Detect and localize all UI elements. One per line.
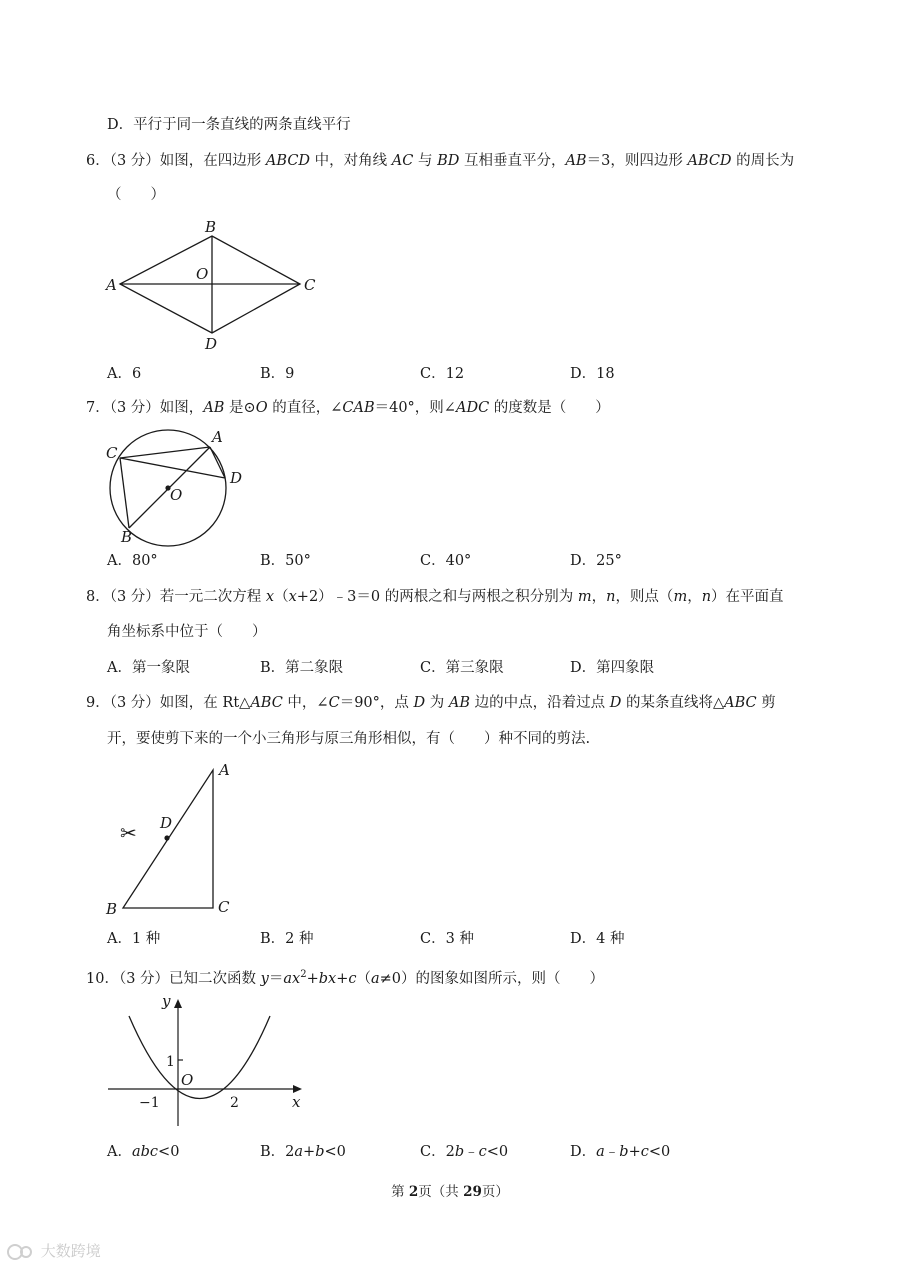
q7-var: ADC — [455, 400, 490, 416]
q9-var: C — [328, 695, 340, 711]
q6-label-c: C — [304, 276, 316, 294]
q9-label-b: B — [106, 900, 118, 918]
q6-var: ABCD — [687, 153, 732, 169]
q10-opt-var: abc — [131, 1144, 159, 1160]
q7-var: O — [255, 400, 268, 416]
watermark-text: 大数跨境 — [40, 1242, 101, 1260]
q6-var: AC — [391, 153, 414, 169]
q8-var: x — [265, 589, 275, 605]
q9-var: ABC — [724, 695, 757, 711]
q10-opt-text: A． — [107, 1144, 132, 1160]
q8-option-c[interactable]: C．第三象限 — [420, 660, 504, 676]
q6-option-b[interactable]: B．9 — [260, 366, 295, 382]
q9-text: 边的中点，沿着过点 — [470, 695, 610, 711]
q6-label-a: A — [106, 276, 117, 294]
q9-text: 的某条直线将△ — [621, 695, 725, 711]
q6-text: ＝3，则四边形 — [586, 153, 688, 169]
q10-opt-text: D． — [570, 1144, 597, 1160]
scissors-icon: ✂ — [120, 821, 137, 845]
q10-opt-var: c — [640, 1144, 649, 1160]
q10-text: ＝ — [268, 970, 284, 987]
q10-option-c[interactable] — [420, 1142, 508, 1162]
q10-var: y — [260, 970, 269, 987]
footer-total-pages: 29 — [463, 1184, 482, 1200]
q10-var: c — [348, 970, 357, 987]
q10-opt-text: + — [628, 1144, 641, 1160]
q6-option-d[interactable]: D．18 — [570, 366, 615, 382]
q9-text: 为 — [425, 695, 449, 711]
q7-label-d: D — [230, 469, 243, 487]
q10-option-d[interactable] — [570, 1142, 670, 1162]
q5-option-d: D．平行于同一条直线的两条直线平行 — [107, 117, 351, 133]
q10-label-x: x — [292, 1093, 301, 1111]
q6-var: AB — [565, 153, 587, 169]
q9-text: 剪 — [756, 695, 776, 711]
q8-option-a[interactable]: A．第一象限 — [107, 660, 190, 676]
q10-text: 10．（3 分）已知二次函数 — [86, 970, 261, 987]
q8-text: +2）﹣3＝0 的两根之和与两根之积分别为 — [296, 589, 578, 605]
q8-text: ， — [591, 589, 607, 605]
q6-text: 中，对角线 — [310, 153, 392, 169]
q9-option-c[interactable]: C．3 种 — [420, 931, 474, 947]
q10-exponent: 2 — [300, 969, 307, 980]
q10-label-y: y — [162, 992, 171, 1010]
watermark-logo-icon — [6, 1241, 36, 1263]
q7-label-a: A — [212, 428, 223, 446]
q9-text: 9．（3 分）如图，在 Rt△ — [86, 695, 251, 711]
q8-var: m — [577, 589, 592, 605]
q9-var: AB — [448, 695, 471, 711]
q7-text: 7．（3 分）如图， — [86, 400, 204, 416]
q7-text: ＝40°，则∠ — [374, 400, 456, 416]
q10-label-two: 2 — [230, 1095, 239, 1111]
q9-text: 中，∠ — [282, 695, 329, 711]
q7-label-c: C — [106, 444, 118, 462]
q8-text: ，则点（ — [615, 589, 674, 605]
q10-opt-var: b — [454, 1144, 465, 1160]
q10-opt-var: a — [596, 1144, 605, 1160]
q6-text: 6．（3 分）如图，在四边形 — [86, 153, 266, 169]
q6-text: 的周长为 — [731, 153, 795, 169]
q10-opt-text: <0 — [486, 1144, 509, 1160]
q6-label-b: B — [205, 218, 217, 236]
q9-label-a: A — [219, 761, 230, 779]
page-footer — [0, 1180, 900, 1200]
q10-opt-var: b — [619, 1144, 629, 1160]
q10-opt-text: <0 — [158, 1144, 180, 1160]
q10-opt-text: ﹣ — [604, 1144, 620, 1160]
footer-text: 页） — [481, 1184, 509, 1200]
q8-text: （ — [274, 589, 289, 605]
q10-text: + — [306, 970, 319, 987]
q10-text: ≠0）的图象如图所示，则（ ） — [379, 970, 604, 987]
q10-var: a — [370, 970, 380, 987]
footer-text: 页（共 — [418, 1184, 464, 1200]
q10-label-one: 1 — [166, 1054, 175, 1070]
q10-text: + — [336, 970, 349, 987]
q6-text: 与 — [413, 153, 438, 169]
q6-answer-blank: （ ） — [107, 187, 165, 203]
watermark — [6, 1240, 101, 1263]
q10-opt-text: <0 — [324, 1144, 346, 1160]
q10-opt-text: <0 — [648, 1144, 671, 1160]
q6-label-o: O — [196, 265, 209, 283]
q6-var: ABCD — [265, 153, 311, 169]
q6-label-d: D — [205, 335, 218, 353]
q8-var: n — [701, 589, 712, 605]
q6-option-a[interactable]: A．6 — [107, 366, 142, 382]
q9-option-a[interactable]: A．1 种 — [107, 931, 161, 947]
q10-label-origin: O — [181, 1071, 194, 1089]
q9-option-d[interactable]: D．4 种 — [570, 931, 625, 947]
q8-var: x — [288, 589, 297, 605]
q7-text: 的直径，∠ — [267, 400, 343, 416]
q7-label-o: O — [170, 486, 183, 504]
q10-text: （ — [356, 970, 371, 987]
q10-opt-text: ﹣ — [464, 1144, 479, 1160]
q7-var: CAB — [342, 400, 375, 416]
q10-var: ax — [283, 970, 301, 987]
q8-text: ）在平面直 — [711, 589, 784, 605]
q7-text: 的度数是（ ） — [489, 400, 610, 416]
q10-opt-text: + — [303, 1144, 316, 1160]
q7-option-b[interactable]: B．50° — [260, 553, 311, 569]
q9-var: D — [413, 695, 426, 711]
q9-var: D — [609, 695, 622, 711]
q9-option-b[interactable]: B．2 种 — [260, 931, 314, 947]
q6-option-c[interactable]: C．12 — [420, 366, 465, 382]
q9-label-c: C — [218, 898, 230, 916]
q10-opt-var: b — [315, 1144, 325, 1160]
q9-label-d: D — [160, 814, 173, 832]
q7-option-a[interactable]: A．80° — [107, 553, 158, 569]
q7-option-c[interactable]: C．40° — [420, 553, 472, 569]
q6-text: 互相垂直平分， — [459, 153, 566, 169]
q10-label-minus1: −1 — [139, 1095, 160, 1111]
footer-page-number: 2 — [408, 1184, 419, 1200]
q9-text: ＝90°，点 — [339, 695, 414, 711]
q10-opt-var: a — [294, 1144, 304, 1160]
q8-var: n — [606, 589, 616, 605]
q10-option-a[interactable] — [107, 1142, 179, 1162]
q10-option-b[interactable] — [260, 1142, 346, 1162]
q8-text: 8．（3 分）若一元二次方程 — [86, 589, 266, 605]
q10-opt-var: c — [478, 1144, 487, 1160]
q7-var: AB — [203, 400, 225, 416]
q10-opt-text: B．2 — [260, 1144, 295, 1160]
q7-label-b: B — [121, 528, 133, 546]
q10-opt-text: C．2 — [420, 1144, 455, 1160]
footer-text: 第 — [391, 1184, 409, 1200]
q8-option-d[interactable]: D．第四象限 — [570, 660, 655, 676]
q6-var: BD — [437, 153, 460, 169]
q10-var: bx — [318, 970, 337, 987]
q9-stem-line2: 开，要使剪下来的一个小三角形与原三角形相似，有（ ）种不同的剪法. — [107, 731, 591, 747]
q7-option-d[interactable]: D．25° — [570, 553, 622, 569]
q8-text: ， — [687, 589, 702, 605]
q7-text: 是⊙ — [224, 400, 256, 416]
q8-stem-line2: 角坐标系中位于（ ） — [107, 624, 267, 640]
q8-var: m — [673, 589, 688, 605]
q8-option-b[interactable]: B．第二象限 — [260, 660, 344, 676]
q9-var: ABC — [250, 695, 283, 711]
